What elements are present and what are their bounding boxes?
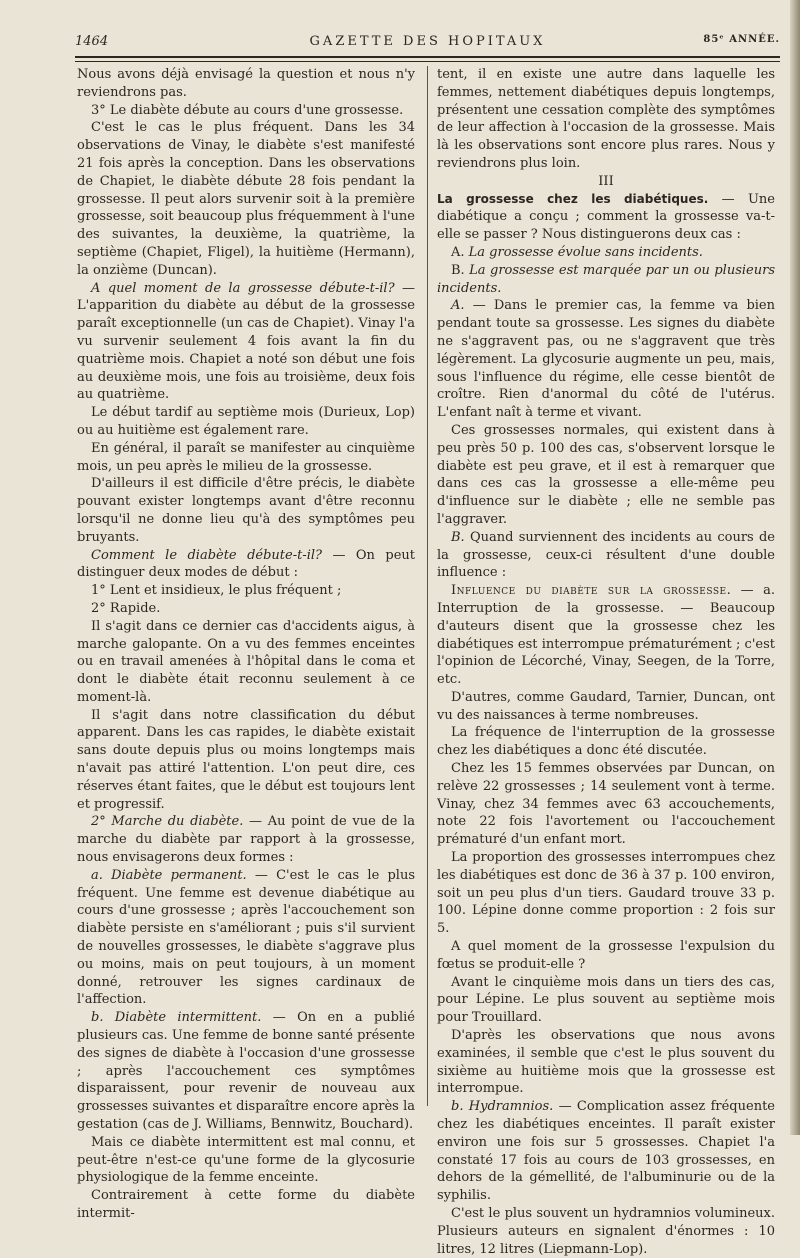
paragraph-text: — L'apparition du diabète au début de la grossesse paraît exceptionnelle (un cas de Chapiet). Vinay l'a vu survenir seulement 4 fois avant la fin du quatrième mois. Chapiet a noté son début une fois au deuxième mois, une fois au troisième, deux fois au quatrième. [77,280,415,403]
paragraph-text: La fréquence de l'interruption de la grossesse chez les diabétiques a donc été discutée. [437,725,775,759]
paragraph [437,582,775,689]
journal-title: GAZETTE DES HOPITAUX [309,34,546,49]
paragraph [77,66,415,102]
paragraph-lead: Influence du diabète sur la grossesse. [451,583,732,599]
paragraph [77,280,415,405]
paragraph-text: 3° Le diabète débute au cours d'une grossesse. [91,102,404,118]
paragraph-lead: La grossesse chez les diabétiques. [437,191,709,206]
paragraph-lead: B. [451,262,470,278]
paragraph [437,689,775,725]
paragraph-text: La proportion des grossesses interrompues chez les diabétiques est donc de 36 à 37 p. 100 environ, soit un peu plus d'un tiers. Gaudard trouve 33 p. 100. Lépine donne comme proportion : 2 fois sur 5. [437,850,775,937]
paragraph-text: Nous avons déjà envisagé la question et nous n'y reviendrons pas. [77,67,415,100]
paragraph [437,938,775,974]
paragraph [437,529,775,582]
paragraph [437,262,775,298]
paragraph [437,974,775,1027]
paragraph [77,119,415,279]
paragraph [77,1187,415,1223]
paragraph [77,867,415,1009]
paragraph-text: — On en a publié plusieurs cas. Une femme de bonne santé présente des signes de diabète à l'occasion d'une grossesse ; après l'accouchement ces symptômes disparaissent, pour revenir de nouveau aux grossesses suivantes et disparaître encore après la gestation (cas de J. Williams, Bennwitz, Bouchard). [77,1010,415,1133]
paragraph-lead: A. [451,244,469,260]
paragraph [77,707,415,814]
paragraph-text: — C'est le cas le plus fréquent. Une femme est devenue diabétique au cours d'une grossesse ; après l'accouchement son diabète persiste en s'améliorant ; puis s'il survient de nouvelles grossesses, le diabète s'aggrave plus ou moins, mais on peut toujours, à un moment donné, retrouver les signes cardinaux de l'affection. [77,867,415,1008]
paragraph-text: — Complication assez fréquente chez les diabétiques enceintes. Il paraît exister environ une fois sur 5 grossesses. Chapiet l'a constaté 17 fois au cours de 103 grossesses, en dehors de la gémellité, de l'albuminurie ou de la syphilis. [437,1099,775,1204]
paragraph [77,547,415,583]
paragraph [437,1027,775,1098]
paragraph-text: C'est le cas le plus fréquent. Dans les 34 observations de Vinay, le diabète s'est manifesté 21 fois après la conception. Dans les observations de Chapiet, le diabète débute 28 fois pendant la grossesse. Il peut alors survenir soit à la première grossesse, soit beaucoup plus fréquemment à l'une des suivantes, la deuxième, la quatrième, la septième (Chapiet, Fligel), la huitième (Hermann), la onzième (Duncan). [77,120,415,278]
header-rule [75,56,780,58]
paragraph-text: Quand surviennent des incidents au cours de la grossesse, ceux-ci résultent d'une double influence : [437,529,775,581]
paragraph [77,813,415,866]
paragraph-text: — Une diabétique a conçu ; comment la grossesse va-t-elle se passer ? Nous distinguerons deux cas : [437,191,775,243]
paragraph [437,422,775,529]
paragraph-text: III [598,173,614,189]
paragraph-text: C'est le plus souvent un hydramnios volumineux. Plusieurs auteurs en signalent d'énormes : 10 litres, 12 litres (Liepmann-Lop). [437,1206,775,1257]
paragraph [437,191,775,244]
paragraph-text: — Dans le premier cas, la femme va bien pendant toute sa grossesse. Les signes du diabète ne s'aggravent pas, ou ne s'aggravent que très légèrement. La glycosurie augmente un peu, mais, sous l'influence du régime, elle cesse bientôt de croître. Rien d'anormal du côté de l'utérus. L'enfant naît à terme et vivant. [437,298,775,421]
paragraph-text: En général, il paraît se manifester au cinquième mois, un peu après le milieu de la grossesse. [77,440,415,474]
paragraph-lead: A. [451,298,465,314]
paragraph [437,849,775,938]
paragraph [437,297,775,422]
paragraph-lead: B. [451,529,465,545]
page-number: 1464 [75,34,109,49]
paragraph [437,173,775,191]
paragraph-text: Le début tardif au septième mois (Durieux, Lop) ou au huitième est également rare. [77,405,415,438]
paragraph [77,618,415,707]
paragraph-text: D'autres, comme Gaudard, Tarnier, Duncan, ont vu des naissances à terme nombreuses. [437,689,775,723]
paragraph-lead: 2° Marche du diabète. [91,814,244,830]
paragraph-text: La grossesse évolue sans incidents. [468,244,703,260]
paragraph [77,1134,415,1187]
paragraph-text: 1° Lent et insidieux, le plus fréquent ; [91,583,342,599]
paragraph-text: — a. Interruption de la grossesse. — Beaucoup d'auteurs disent que la grossesse chez les diabétiques est interrompue prématurément ; c'est l'opinion de Lécorché, Vinay, Seegen, de la Torre, etc. [437,583,775,688]
year-label: 85ᵉ ANNÉE. [703,34,780,45]
left-column [77,66,415,1221]
column-divider [427,66,428,1106]
paragraph [437,1205,775,1258]
paragraph-text: La grossesse est marquée par un ou plusieurs incidents. [437,262,775,296]
paragraph-lead: A quel moment de la grossesse débute-t-il? [91,280,395,296]
paragraph-text: Chez les 15 femmes observées par Duncan, on relève 22 grossesses ; 14 seulement vont à terme. Vinay, chez 34 femmes avec 63 accouchements, note 22 fois l'avortement ou l'accouchement prématuré d'un enfant mort. [437,761,775,848]
paragraph-text: — Au point de vue de la marche du diabète par rapport à la grossesse, nous envisagerons deux formes : [77,814,415,866]
paragraph-text: Il s'agit dans ce dernier cas d'accidents aigus, à marche galopante. On a vu des femmes enceintes ou en travail amenées à l'hôpital dans le coma et dont le diabète était reconnu seulement à ce moment-là. [77,618,415,705]
paragraph-text: Contrairement à cette forme du diabète intermit- [77,1188,415,1221]
paragraph-text: Avant le cinquième mois dans un tiers des cas, pour Lépine. Le plus souvent au septième mois pour Trouillard. [437,974,775,1026]
paragraph-lead: b. Hydramnios. [451,1099,554,1115]
paragraph [77,475,415,546]
paragraph-text: — On peut distinguer deux modes de début : [77,547,415,581]
paragraph [437,1098,775,1205]
paragraph-text: 2° Rapide. [91,600,161,616]
header-rule-thin [75,61,780,62]
paragraph-lead: a. Diabète permanent. [91,867,247,883]
paragraph-text: D'après les observations que nous avons examinées, il semble que c'est le plus souvent du sixième au huitième mois que la grossesse est interrompue. [437,1028,775,1097]
paragraph [437,244,775,262]
paragraph [77,582,415,600]
paragraph-text: D'ailleurs il est difficile d'être précis, le diabète pouvant exister longtemps avant d'être reconnu lorsqu'il ne donne lieu qu'à des symptômes peu bruyants. [77,476,415,545]
paragraph-text: tent, il en existe une autre dans laquelle les femmes, nettement diabétiques depuis longtemps, présentent une cessation complète des symptômes de leur affection à l'occasion de la grossesse. Mais là les observations sont encore plus rares. Nous y reviendrons plus loin. [437,67,775,171]
paragraph-text: Ces grossesses normales, qui existent dans à peu près 50 p. 100 des cas, s'observent lorsque le diabète est peu grave, et il est à remarquer que dans ces cas la grossesse a elle-même peu d'influence sur le diabète ; elle ne semble pas l'aggraver. [437,422,775,527]
paragraph-lead: Comment le diabète débute-t-il? [91,547,322,563]
paragraph-text: Mais ce diabète intermittent est mal connu, et peut-être n'est-ce qu'une forme de la glycosurie physiologique de la femme enceinte. [77,1134,415,1186]
page-edge [790,0,800,1135]
paragraph [77,404,415,440]
paragraph [437,760,775,849]
paragraph [437,66,775,173]
paragraph [77,1009,415,1134]
right-column [437,66,775,1257]
paragraph-text: Il s'agit dans notre classification du début apparent. Dans les cas rapides, le diabète existait sans doute depuis plus ou moins longtemps mais n'avait pas attiré l'attention. L'on peut dire, ces réserves étant faites, que le début est toujours lent et progressif. [77,707,415,812]
paragraph-lead: b. Diabète intermittent. [91,1010,262,1026]
paragraph [77,440,415,476]
paragraph [77,600,415,618]
paragraph [437,724,775,760]
paragraph [77,102,415,120]
paragraph-text: A quel moment de la grossesse l'expulsion du fœtus se produit-elle ? [437,939,775,972]
